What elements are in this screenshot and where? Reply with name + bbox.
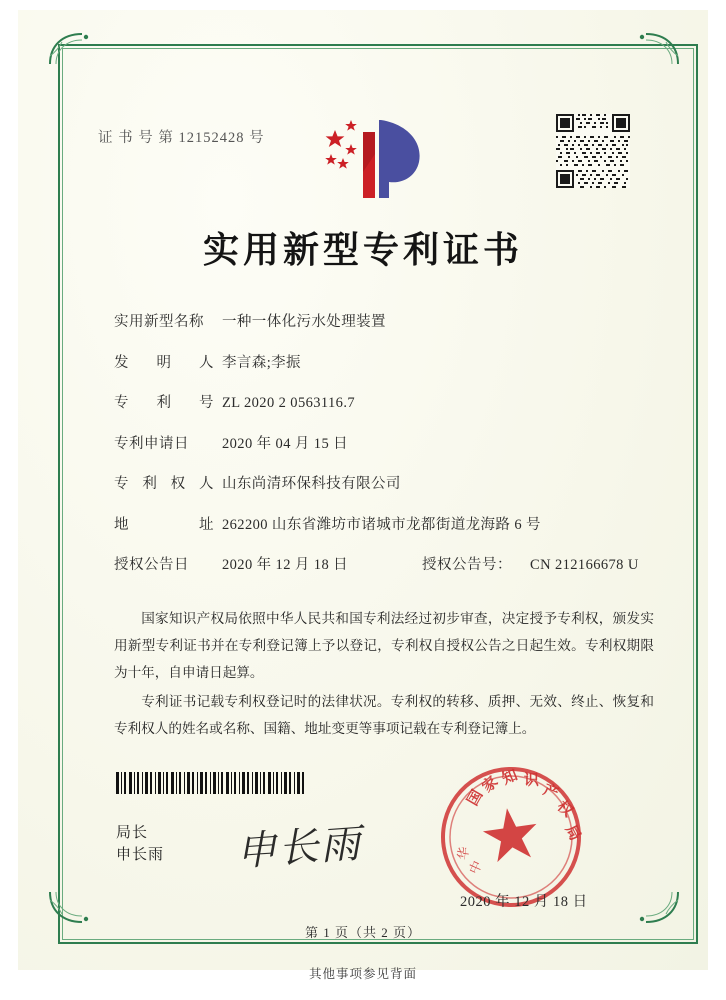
field-value-grant-number: CN 212166678 U bbox=[530, 557, 639, 573]
page-title: 实用新型专利证书 bbox=[202, 230, 523, 271]
field-utility-model-name bbox=[114, 310, 654, 331]
svg-text:识: 识 bbox=[523, 770, 539, 789]
field-label: 发 明 人 bbox=[114, 354, 214, 371]
field-value: ZL 2020 2 0563116.7 bbox=[222, 395, 355, 411]
field-list bbox=[114, 310, 654, 594]
field-value: 一种一体化污水处理装置 bbox=[222, 314, 386, 330]
field-label: 实用新型名称 bbox=[114, 314, 204, 330]
legal-paragraph-2: 专利证书记载专利权登记时的法律状况。专利权的转移、质押、无效、终止、恢复和专利权人的姓名或名称、国籍、地址变更等事项记载在专利登记簿上。 bbox=[114, 694, 654, 736]
field-value-grant-date: 2020 年 12 月 18 日 bbox=[222, 557, 349, 573]
seal-date: 2020 年 12 月 18 日 bbox=[460, 894, 588, 910]
signature-name-label: 申长雨 bbox=[116, 847, 165, 863]
field-grant-announcement bbox=[114, 553, 654, 574]
svg-text:局: 局 bbox=[561, 821, 585, 844]
field-value: 李言森;李振 bbox=[222, 354, 301, 371]
barcode-icon bbox=[116, 772, 306, 794]
signature-block bbox=[116, 822, 164, 866]
field-inventor bbox=[114, 351, 654, 372]
svg-text:家: 家 bbox=[478, 772, 502, 796]
page-indicator: 第 1 页（共 2 页） bbox=[304, 925, 421, 940]
field-value: 262200 山东省潍坊市诸城市龙都街道龙海路 6 号 bbox=[222, 516, 541, 533]
svg-text:国: 国 bbox=[463, 786, 487, 809]
certificate-sheet bbox=[18, 10, 708, 970]
qr-code-icon bbox=[556, 114, 630, 188]
field-label: 专 利 权 人 bbox=[114, 476, 214, 492]
field-label-grant-number: 授权公告号： bbox=[422, 557, 512, 573]
field-value: 山东尚清环保科技有限公司 bbox=[222, 476, 401, 492]
legal-paragraph-1: 国家知识产权局依照中华人民共和国专利法经过初步审查，决定授予专利权，颁发实用新型专利证书并在专利登记簿上予以登记，专利权自授权公告之日起生效。专利权期限为十年，自申请日起算。 bbox=[114, 611, 654, 680]
certificate-number: 证 书 号 第 12152428 号 bbox=[98, 130, 265, 146]
field-value: 2020 年 04 月 15 日 bbox=[222, 435, 349, 452]
legal-text bbox=[114, 605, 654, 742]
field-patentee bbox=[114, 472, 654, 493]
field-label-grant-date: 授权公告日 bbox=[114, 557, 189, 573]
svg-text:权: 权 bbox=[553, 797, 577, 821]
cnipa-logo-icon bbox=[323, 114, 433, 202]
handwritten-signature: 申长雨 bbox=[234, 820, 364, 876]
signature-role-label: 局长 bbox=[116, 825, 149, 841]
field-patent-number bbox=[114, 391, 654, 412]
field-label: 专 利 号 bbox=[114, 395, 214, 411]
field-label: 地 址 bbox=[114, 516, 214, 533]
field-label: 专利申请日 bbox=[114, 435, 189, 452]
field-application-date bbox=[114, 432, 654, 453]
footer-note: 其他事项参见背面 bbox=[308, 967, 417, 981]
field-address bbox=[114, 513, 654, 534]
svg-text:知: 知 bbox=[499, 765, 521, 789]
svg-text:华: 华 bbox=[455, 845, 473, 861]
svg-text:产: 产 bbox=[540, 780, 562, 803]
svg-text:中: 中 bbox=[466, 858, 486, 877]
